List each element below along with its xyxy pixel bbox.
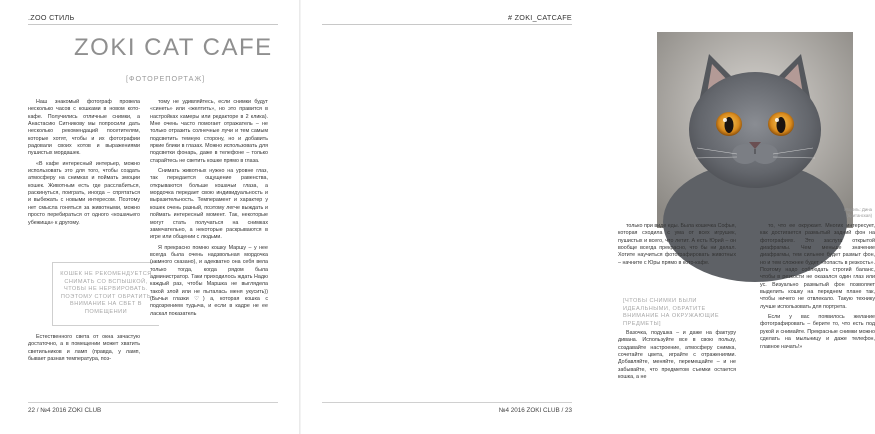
header-divider [322,24,572,25]
paragraph: Я прекрасно помню кошку Маршу – у нее всегда была очень надзвольная мордочка (немного сказано), и адекватно она себя вела только тогда, когда рядом была администратор. Таки приходилось ждать Надю каждый раз, чтобы Маршка не выглядела такой злой или не пыталась меня укусить)) (Бычьи глазки ♡) а, которая кошка с подозрением тудыча, и если в кадре не ее ласкал показатель [150,244,268,317]
hashtag-label: # ZOKI_CATCAFE [508,13,572,22]
paragraph: «В кафе интересный интерьер, можно использовать это для того, чтобы создать атмосферу на снимках и поймать эмоции кошек. Животным есть где расслабиться, раскинуться, поиграть, иногда – спрятаться и выбежать с новыми интересом. Поэтому нет смысла гоняться за животными, можно просто перебираться от одного «кошачьего убежища» к другому. [28,160,140,226]
paragraph: тому не удивляйтесь, если снимки будут «синеть» или «желтить», но это правится в настройках камеры или редакторе в 2 клика). Мне очень часто помогает отражатель – не только отразить солнечные лучи и тем самым подсветить темную сторону, но и добавить яркие блики в глазах. Можно использовать для подсветки фонарь, даже в телефоне – только старайтесь не светить кошке прямо в глаза. [150,99,268,164]
page-folio: №4 2016 ZOKI CLUB / 23 [498,407,572,414]
column-3-continued [618,330,736,384]
right-page [301,0,875,434]
paragraph: то, что ее окружает. Многих интересует, как достигается размытый задний фон на фотографиях. Это заслуга открытой диафрагмы. Чем меньше значение диафрагмы, тем сильнее будет размыт фон, но и тем сложнее будет «попасть в резкость». Поэтому надо соблюдать строгий баланс, чтобы в резкости не оказался один глаз или ус. Визуально размытый фон позволяет выделить кошку на переднем плане так, чтобы ничего не отвлекало. Такую технику лучше использовать для портрета. [760,223,875,310]
page-folio: 22 / №4 2016 ZOKI CLUB [28,407,102,414]
pull-quote-2: [ЧТОБЫ СНИМКИ БЫЛИ ИДЕАЛЬНЫМИ, ОБРАТИТЕ ВНИМАНИЕ НА ОКРУЖАЮЩИЕ ПРЕДМЕТЫ] [623,298,720,327]
column-2 [150,99,268,321]
cat-illustration [657,32,853,228]
paragraph: Вазочка, подушка – и даже на фактуру дивана. Используйте все в свою пользу, создавайте настроение, атмосферу снимка, сочетайте цвета, играйте с отражениями. Добавляйте, меняйте, перемещайте – и не забывайте, что предметом съемки остается кошка, а не [618,330,736,381]
paragraph: Естественного света от окна зачастую достаточно, а в помещении может хватить светильников и ламп (правда, у ламп, бывает разная температура, поэ- [28,334,140,363]
footer-divider [322,402,572,403]
header-divider [28,24,278,25]
paragraph: Снимать животных нужно на уровне глаз, так передается ощущение равенства, открываются больше кошачьи глаза, а мордочка передает свою индивидуальность и выразительность. Темперамент и характер у кошек очень разный, поэтому легче выждать и поймать интересный момент. Так, некоторые могут стать получаться на снимках замечательно, а некоторые раскрываются в игре или общении с людьми. [150,168,268,241]
column-3 [618,223,736,270]
pull-quote: КОШЕК НЕ РЕКОМЕНДУЕТСЯ СНИМАТЬ СО ВСПЫШКОЙ, ЧТОБЫ НЕ НЕРВИРОВАТЬ. ПОЭТОМУ СТОИТ ОБРАТИТЬ ВНИМАНИЕ НА СВЕТ В ПОМЕЩЕНИИ [52,262,159,326]
footer-divider [28,402,278,403]
paragraph: Наш знакомый фотограф провела несколько часов с кошками в новом кото-кафе. Получились отличные снимки, а Анастасию Ситникову мы попросили дать несколько рекомендаций посетителям, которые хотят, чтобы и их фотографии радовали своих котов и выражениями пушистых мордашек. [28,99,140,157]
paragraph: Если у вас появилось желание фотографировать – берите то, что есть под рукой и снимайте. Прекрасные снимки можно сделать на мыльницу и даже телефон, главное начать!» [760,314,875,350]
section-label: .ZOO СТИЛЬ [28,13,75,22]
column-1 [28,99,140,230]
article-title: ZOKI CAT CAFE [74,34,273,61]
column-1-continued [28,334,140,366]
paragraph: только при виде еды. Была кошечка Софья, которая сходила с ума от всех игрушек, пушистых и всего, что летит. А есть Юрий – он вообще всегда прекрасно, что бы ни делал. Хотите научиться фотографировать животных – начните с Юры прямо в кото-кафе. [618,223,736,266]
cat-photo [657,32,853,228]
article-tag: [ФОТОРЕПОРТАЖ] [126,74,206,83]
left-page [0,0,299,434]
photo-credit: Модель: Дина (британская) [844,207,872,218]
column-4 [760,223,875,354]
